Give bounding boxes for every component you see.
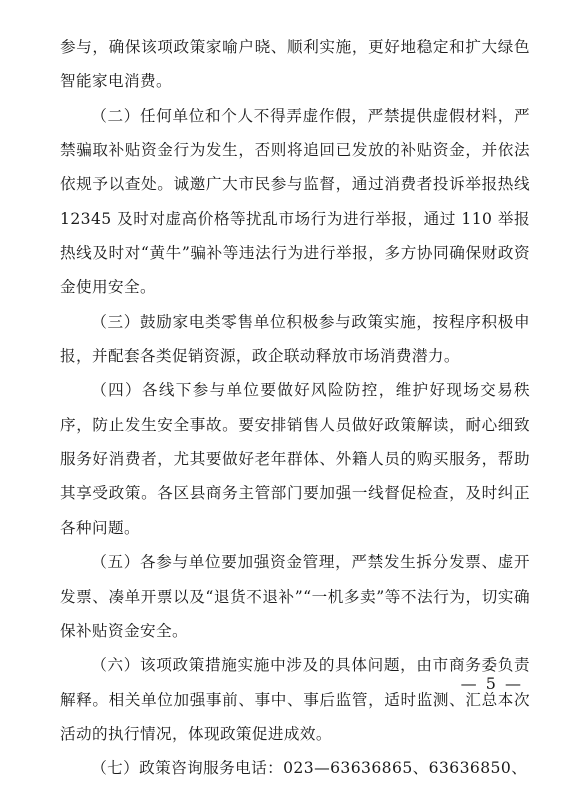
paragraph-item-5: （五）各参与单位要加强资金管理，严禁发生拆分发票、虚开发票、凑单开票以及“退货不退补”“一机多卖”等不法行为，切实确保补贴资金安全。 bbox=[60, 553, 530, 640]
document-body bbox=[60, 30, 530, 786]
paragraph-item-6: （六）该项政策措施实施中涉及的具体问题，由市商务委负责解释。相关单位加强事前、事中、事后监管，适时监测、汇总本次活动的执行情况，体现政策促进成效。 bbox=[60, 656, 530, 743]
paragraph-continuation: 参与，确保该项政策家喻户晓、顺利实施，更好地稳定和扩大绿色智能家电消费。 bbox=[60, 38, 530, 91]
paragraph-item-4: （四）各线下参与单位要做好风险防控，维护好现场交易秩序，防止发生安全事故。要安排销售人员做好政策解读，耐心细致服务好消费者，尤其要做好老年群体、外籍人员的购买服务，帮助其享受政策。各区县商务主管部门要加强一线督促检查，及时纠正各种问题。 bbox=[60, 381, 530, 537]
paragraph-item-2: （二）任何单位和个人不得弄虚作假，严禁提供虚假材料，严禁骗取补贴资金行为发生，否则将追回已发放的补贴资金，并依法依规予以查处。诚邀广大市民参与监督，通过消费者投诉举报热线 12345 及时对虚高价格等扰乱市场行为进行举报，通过 110 举报热线及时对“黄牛”骗补等违法行为进行举报，多方协同确保财政资金使用安全。 bbox=[60, 106, 530, 297]
paragraph-item-7: （七）政策咨询服务电话：023—63636865、63636850、 bbox=[91, 759, 528, 778]
paragraph-item-3: （三）鼓励家电类零售单位积极参与政策实施，按程序积极申报，并配套各类促销资源，政企联动释放市场消费潜力。 bbox=[60, 312, 530, 366]
page-number: — 5 — bbox=[460, 674, 523, 693]
